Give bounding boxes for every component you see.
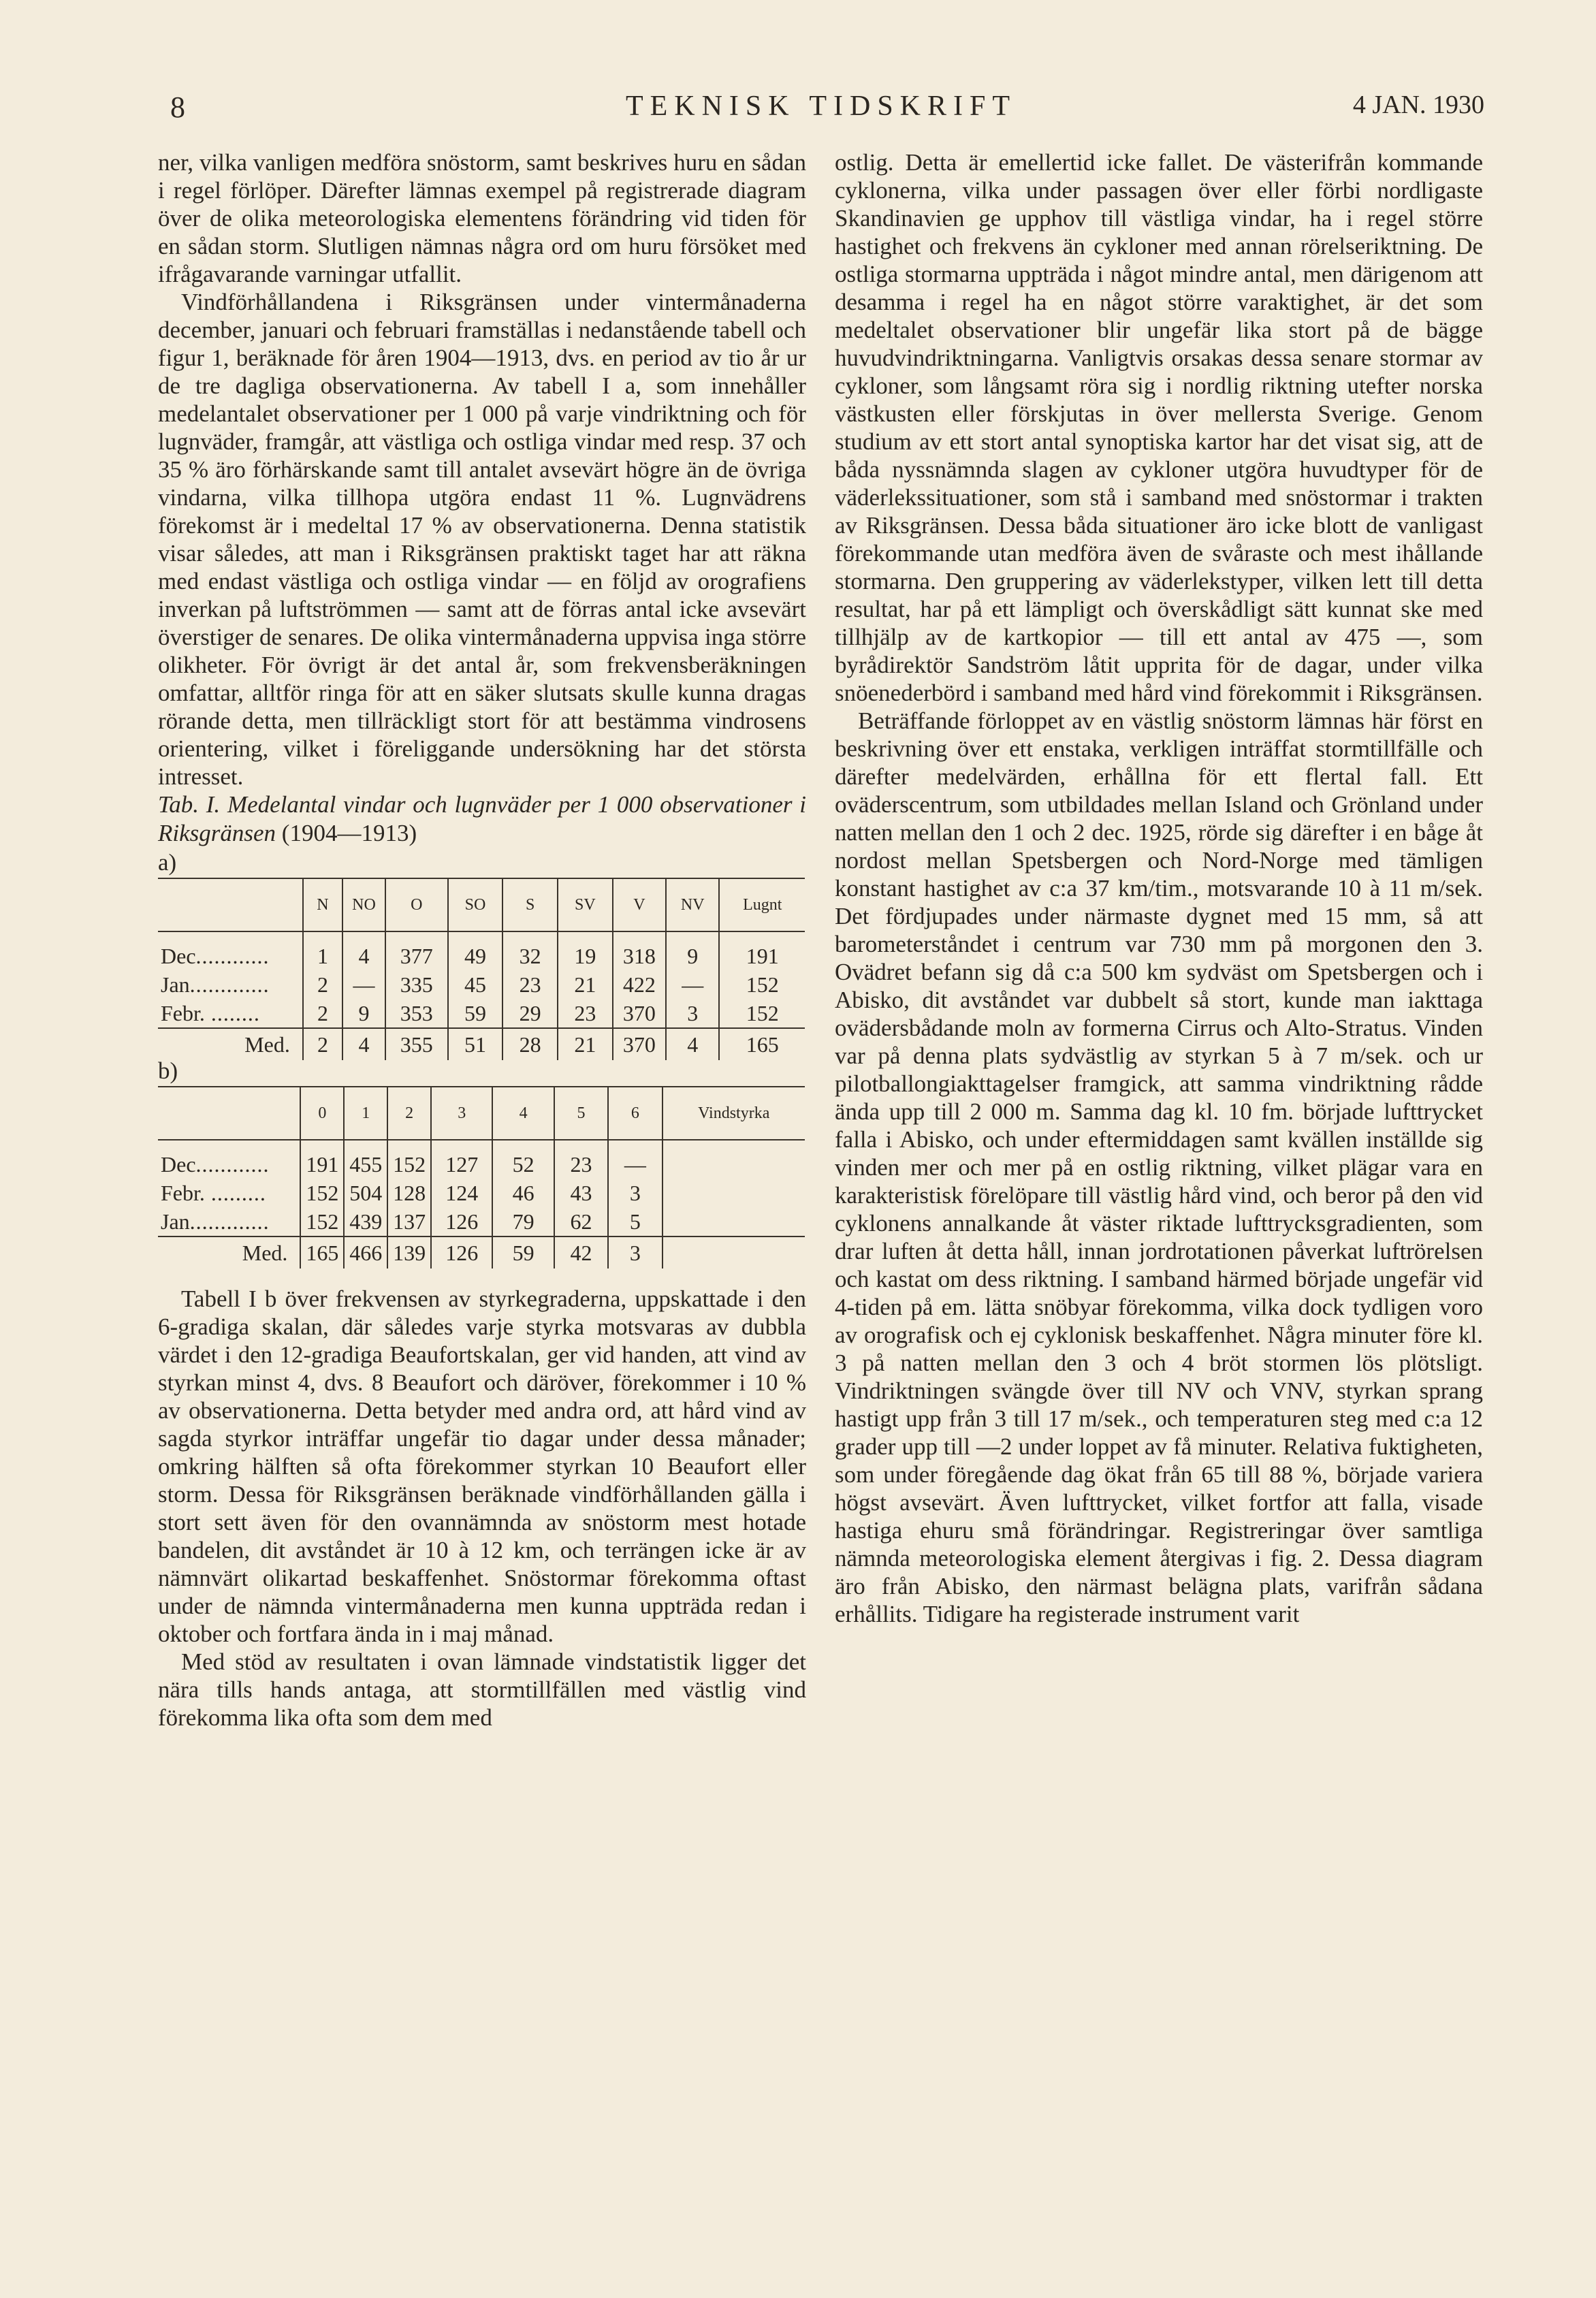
table-cell: 2 — [303, 999, 342, 1028]
table-cell: 439 — [344, 1207, 387, 1236]
table-a-header-cell: NV — [666, 878, 719, 931]
table-b-header-blank — [158, 1087, 300, 1140]
right-paragraph-1: ostlig. Detta är emellertid icke fallet. De västerifrån kommande cyklonerna, vilka under passagen över eller förbi nordligaste Skandinavien ge upphov till västliga vindar, ha i regel större hastighet och frekvens än cykloner med annan rörelseriktning. De ostliga stormarna uppträda i något mindre antal, men därigenom att desamma i regel ha en något större varaktighet, är det som medeltalet observationer blir ungefär lika stort på de bägge huvudvindriktningarna. Vanligtvis orsakas dessa senare stormar av cykloner, som långsamt röra sig i nordlig riktning utefter norska västkusten eller förskjutas in över mellersta Sverige. Genom studium av ett stort antal synoptiska kartor har det visat sig, att de båda nyssnämnda slagen av cykloner utgöra huvudtyper för de väderlekssituationer, som stå i samband med snöstormar i trakten av Riksgränsen. Dessa båda situationer äro icke blott de vanligast förekommande utan medföra även de svåraste och mest ihållande stormarna. Den gruppering av väderlekstyper, vilken lett till detta resultat, har på ett lämpligt och överskådligt sätt kunnat ske med tillhjälp av de kartkopior — till ett antal av 475 —, som byrådirektör Sandström låtit upprita för de dagar, under vilka snöenederbörd i samband med hård vind förekommit i Riksgränsen. — [835, 149, 1483, 706]
table-caption — [158, 791, 806, 848]
table-cell: 79 — [492, 1207, 554, 1236]
left-paragraph-4: Med stöd av resultaten i ovan lämnade vindstatistik ligger det nära tills hands antaga, att stormtillfällen med västlig vind förekomma lika ofta som dem med — [158, 1648, 806, 1731]
table-cell: 137 — [387, 1207, 431, 1236]
table-cell: 318 — [613, 931, 666, 970]
row-label: Febr. ......... — [161, 1180, 266, 1205]
issue-date: 4 JAN. 1930 — [1352, 91, 1484, 119]
table-cell: 355 — [385, 1028, 448, 1060]
table-row — [158, 931, 805, 970]
table-a-header-cell: SV — [558, 878, 613, 931]
table-b-header-cell: 2 — [387, 1087, 431, 1140]
table-cell: 3 — [666, 999, 719, 1028]
page-number: 8 — [170, 91, 185, 124]
table-caption-prefix: Tab. I. — [158, 791, 221, 818]
table-cell: 21 — [558, 1028, 613, 1060]
table-cell: 49 — [448, 931, 503, 970]
table-row — [158, 1179, 805, 1207]
table-cell: 152 — [387, 1140, 431, 1179]
left-column — [158, 148, 806, 1732]
table-cell: 422 — [613, 970, 666, 999]
table-cell: 165 — [300, 1236, 344, 1268]
table-cell: — — [608, 1140, 662, 1179]
table-cell: 370 — [613, 999, 666, 1028]
table-cell: 152 — [719, 999, 805, 1028]
table-a-header-row — [158, 878, 805, 931]
table-cell: 51 — [448, 1028, 503, 1060]
table-b-header-cell: 5 — [554, 1087, 608, 1140]
table-b — [158, 1086, 805, 1268]
table-cell: 32 — [502, 931, 558, 970]
table-cell: 1 — [303, 931, 342, 970]
table-cell: 62 — [554, 1207, 608, 1236]
table-cell: 191 — [300, 1140, 344, 1179]
table-cell — [663, 1207, 805, 1236]
table-cell: 191 — [719, 931, 805, 970]
table-cell: 23 — [502, 970, 558, 999]
table-b-header-cell: 0 — [300, 1087, 344, 1140]
table-a-header-cell: SO — [448, 878, 503, 931]
row-label: Dec............ — [161, 1151, 270, 1177]
table-a-header-cell: NO — [342, 878, 385, 931]
table-row-mean — [158, 1236, 805, 1268]
table-cell: 335 — [385, 970, 448, 999]
table-cell: 152 — [719, 970, 805, 999]
table-cell: 152 — [300, 1179, 344, 1207]
table-cell: 370 — [613, 1028, 666, 1060]
table-cell: 128 — [387, 1179, 431, 1207]
table-cell: 455 — [344, 1140, 387, 1179]
table-b-header-cell: 1 — [344, 1087, 387, 1140]
table-row — [158, 999, 805, 1028]
row-label: Med. — [158, 1236, 300, 1268]
table-cell: 2 — [303, 1028, 342, 1060]
row-label: Febr. ........ — [161, 1000, 260, 1025]
table-cell: 45 — [448, 970, 503, 999]
table-cell: 4 — [342, 1028, 385, 1060]
table-cell: 3 — [608, 1236, 662, 1268]
table-cell: 165 — [719, 1028, 805, 1060]
left-paragraph-2: Vindförhållandena i Riksgränsen under vintermånaderna december, januari och februari framställas i nedanstående tabell och figur 1, beräknade för åren 1904—1913, dvs. en period av tio år ur de tre dagliga observationerna. Av tabell I a, som innehåller medelantalet observationer per 1 000 på varje vindriktning och för lugnväder, framgår, att västliga och ostliga vindar med resp. 37 och 35 % äro förhärskande samt till antalet avsevärt högre än de övriga vindarna, vilka tillhopa utgöra endast 11 %. Lugnvädrens förekomst är i medeltal 17 % av observationerna. Denna statistik visar således, att man i Riksgränsen praktiskt taget har att räkna med endast västliga och ostliga vindar — en följd av orografiens inverkan på luftströmmen — samt att de förras antal icke avsevärt överstiger de senares. De olika vintermånaderna uppvisa inga större olikheter. För övrigt är det antal år, som frekvensberäkningen omfattar, alltför ringa för att en säker slutsats skulle kunna dragas rörande detta, men tillräckligt stort för att bestämma vindrosens orientering, vilket i föreliggande undersökning har det största intresset. — [158, 289, 806, 790]
table-cell — [663, 1140, 805, 1179]
table-cell: 46 — [492, 1179, 554, 1207]
table-a-header-cell: S — [502, 878, 558, 931]
table-cell: 23 — [554, 1140, 608, 1179]
table-cell: 127 — [431, 1140, 492, 1179]
page-header — [158, 87, 1484, 135]
table-cell: 126 — [431, 1207, 492, 1236]
table-b-header-cell: 6 — [608, 1087, 662, 1140]
table-cell: 353 — [385, 999, 448, 1028]
row-label: Dec............ — [161, 943, 270, 968]
table-cell: — — [342, 970, 385, 999]
table-b-header-cell: Vindstyrka — [663, 1087, 805, 1140]
table-cell: — — [666, 970, 719, 999]
row-label: Med. — [158, 1028, 303, 1060]
table-a-label: a) — [158, 849, 177, 876]
table-b-header-cell: 3 — [431, 1087, 492, 1140]
journal-title: TEKNISK TIDSKRIFT — [625, 91, 1017, 122]
right-paragraph-2: Beträffande förloppet av en västlig snöstorm lämnas här först en beskrivning över ett enstaka, verkligen inträffat stormtillfälle och därefter medelvärden, erhållna för ett flertal fall. Ett oväderscentrum, som utbildades mellan Island och Grönland under natten mellan den 1 och 2 dec. 1925, rörde sig därefter i en båge åt nordost mellan Spetsbergen och Nord-Norge med tämligen konstant hastighet av c:a 37 km/tim., motsvarande 10 à 11 m/sek. Det fördjupades under närmaste dygnet med 15 mm, så att barometerståndet i centrum var 730 mm på morgonen den 3. Ovädret befann sig då c:a 500 km sydväst om Spetsbergen och i Abisko, dit avståndet var dubbelt så stort, kunde man iakttaga ovädersbådande moln av formerna Cirrus och Alto-Stratus. Vinden var på denna plats sydvästlig av styrkan 5 à 7 m/sek. och ur pilotballongiakttagelser framgick, att samma vindriktning rådde ända upp till 2 000 m. Samma dag kl. 10 fm. började lufttrycket falla i Abisko, och under eftermiddagen samt kvällen inställde sig vinden mer och mer på en ostlig riktning, vilket plägar vara en karakteristisk förelöpare till västlig hård vind, och beror på den vid cyklonens annalkande åt väster riktade lufttrycksgradienten, som drar luften åt detta håll, innan jordrotationen påverkat luftrörelsen och kastat om dess riktning. I samband härmed började ungefär vid 4-tiden på em. lätta snöbyar förekomma, vilka dock tydligen voro av orografisk och ej cyklonisk beskaffenhet. Några minuter före kl. 3 på natten mellan den 3 och 4 bröt stormen lös plötsligt. Vindriktningen svängde över till NV och VNV, styrkan sprang hastigt upp från 3 till 17 m/sek., och temperaturen steg med c:a 12 grader upp till —2 under loppet av få minuter. Relativa fuktigheten, som under föregående dag ökat från 65 till 88 %, började variera högst avsevärt. Även lufttrycket, vilket fortfor att falla, visade hastiga ehuru små förändringar. Registreringar över samtliga nämnda meteorologiska element återgivas i fig. 2. Dessa diagram äro från Abisko, den närmast belägna plats, varifrån sådana erhållits. Tidigare ha registerade instrument varit — [835, 707, 1483, 1627]
table-b-header-cell: 4 — [492, 1087, 554, 1140]
row-label: Jan............. — [161, 1209, 270, 1234]
right-column — [835, 148, 1483, 1628]
table-cell: 139 — [387, 1236, 431, 1268]
table-cell: 466 — [344, 1236, 387, 1268]
table-cell: 152 — [300, 1207, 344, 1236]
table-cell: 52 — [492, 1140, 554, 1179]
table-a-header-cell: O — [385, 878, 448, 931]
table-a-header-cell: V — [613, 878, 666, 931]
table-cell: 5 — [608, 1207, 662, 1236]
table-cell: 59 — [492, 1236, 554, 1268]
table-cell: 59 — [448, 999, 503, 1028]
table-caption-title: Medelantal vindar och lugnväder per 1 000 observationer i Riksgränsen — [158, 791, 806, 846]
table-caption-years: (1904—1913) — [281, 820, 417, 846]
table-cell: 2 — [303, 970, 342, 999]
table-a-header-blank — [158, 878, 303, 931]
table-cell: 29 — [502, 999, 558, 1028]
table-cell: 124 — [431, 1179, 492, 1207]
table-cell: 4 — [342, 931, 385, 970]
table-cell: 3 — [608, 1179, 662, 1207]
table-cell: 23 — [558, 999, 613, 1028]
row-label: Jan............. — [161, 972, 270, 997]
table-cell: 4 — [666, 1028, 719, 1060]
table-cell — [663, 1236, 805, 1268]
left-paragraph-3: Tabell I b över frekvensen av styrkegraderna, uppskattade i den 6-gradiga skalan, där således varje styrka motsvaras av dubbla värdet i den 12-gradiga Beaufortskalan, ger vid handen, att vind av styrkan minst 4, dvs. 8 Beaufort och däröver, förekommer i 10 % av observationerna. Detta betyder med andra ord, att hård vind av sagda styrkor inträffar ungefär tio dagar under dessa månader; omkring hälften så ofta förekommer styrkan 10 Beaufort eller storm. Dessa för Riksgränsen beräknade vindförhållanden gälla i stort sett även för den ovannämnda av snöstorm mest hotade bandelen, dit avståndet är 10 à 12 km, och terrängen icke är av nämnvärt olikartad beskaffenhet. Snöstormar förekomma oftast under de nämnda vintermånaderna men kunna uppträda redan i oktober och fortfara ända in i maj månad. — [158, 1286, 806, 1647]
table-cell: 21 — [558, 970, 613, 999]
table-row-mean — [158, 1028, 805, 1060]
table-cell — [663, 1179, 805, 1207]
table-row — [158, 1140, 805, 1179]
table-row — [158, 970, 805, 999]
table-b-header-row — [158, 1087, 805, 1140]
table-a-header-cell: Lugnt — [719, 878, 805, 931]
table-a-header-cell: N — [303, 878, 342, 931]
table-cell: 28 — [502, 1028, 558, 1060]
table-a — [158, 878, 805, 1060]
table-row — [158, 1207, 805, 1236]
table-cell: 43 — [554, 1179, 608, 1207]
table-cell: 9 — [342, 999, 385, 1028]
table-cell: 126 — [431, 1236, 492, 1268]
table-b-label: b) — [158, 1057, 178, 1084]
table-cell: 42 — [554, 1236, 608, 1268]
table-cell: 9 — [666, 931, 719, 970]
table-cell: 504 — [344, 1179, 387, 1207]
table-cell: 19 — [558, 931, 613, 970]
table-cell: 377 — [385, 931, 448, 970]
left-paragraph-1: ner, vilka vanligen medföra snöstorm, samt beskrives huru en sådan i regel förlöper. Därefter lämnas exempel på registrerade diagram över de olika meteorologiska elementens förändring vid tiden för en sådan storm. Slutligen nämnas några ord om huru försöket med ifrågavarande varningar utfallit. — [158, 149, 806, 287]
